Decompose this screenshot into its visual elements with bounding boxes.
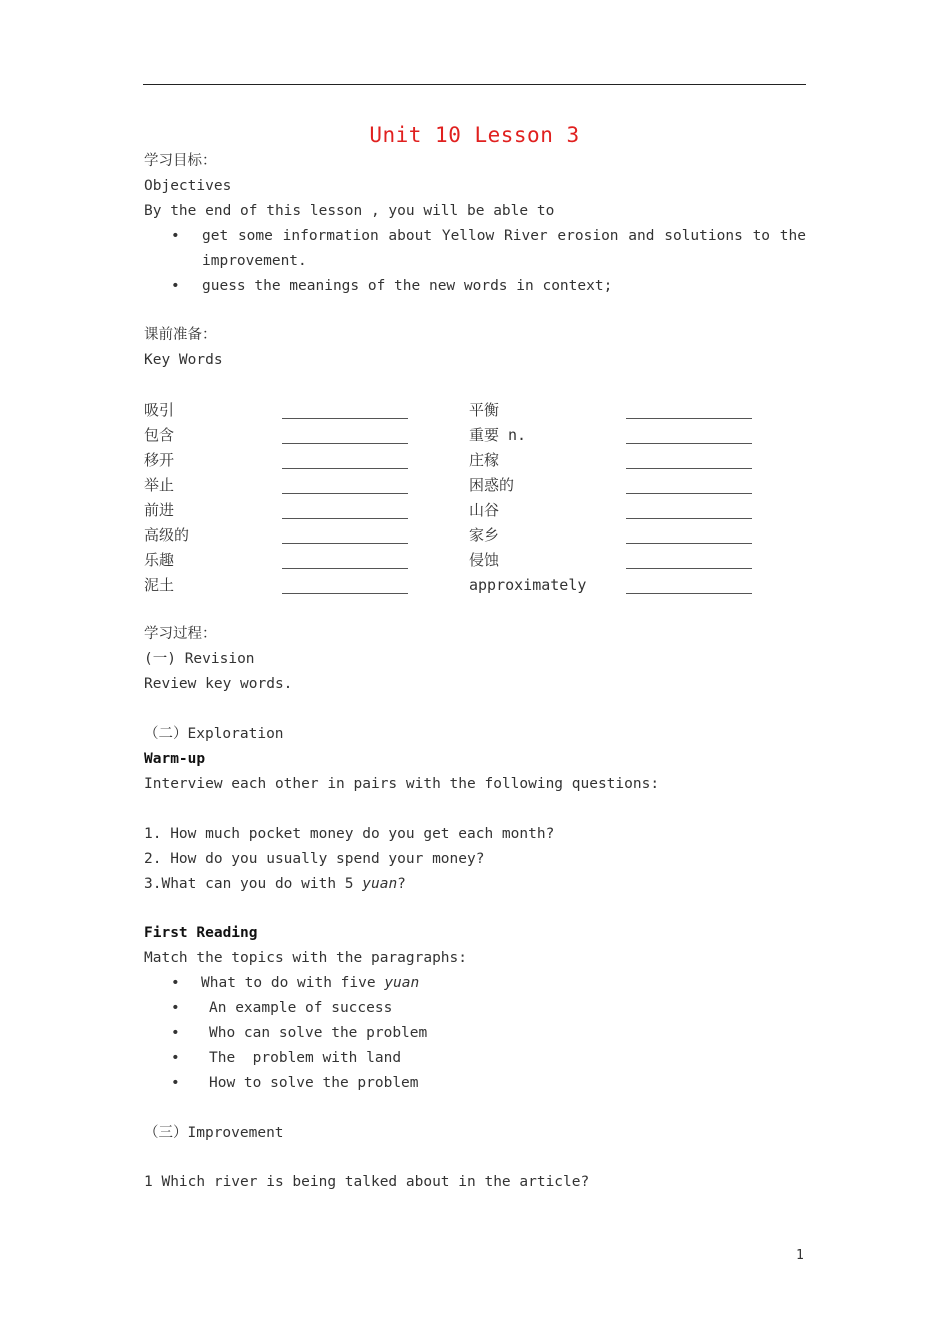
bullet-icon: •: [171, 1000, 180, 1016]
vocab-word-right: 侵蚀: [469, 551, 500, 569]
answer-blank[interactable]: [626, 493, 752, 494]
vocab-word-right: approximately: [469, 576, 587, 594]
topic-4: The problem with land: [209, 1050, 402, 1066]
vocab-word-left: 泥土: [144, 576, 175, 594]
vocab-word-left: 吸引: [144, 401, 175, 419]
objectives-heading-cn: 学习目标：: [144, 153, 217, 169]
topic-2: An example of success: [209, 1000, 393, 1016]
page-title: Unit 10 Lesson 3: [369, 123, 580, 147]
improvement-label: （三）Improvement: [144, 1125, 284, 1141]
answer-blank[interactable]: [626, 468, 752, 469]
answer-blank[interactable]: [626, 418, 752, 419]
vocab-word-left: 举止: [144, 476, 175, 494]
topic-5: How to solve the problem: [209, 1075, 419, 1091]
objectives-heading-en: Objectives: [144, 178, 232, 194]
vocab-word-left: 前进: [144, 501, 175, 519]
revision-label: (一) Revision: [144, 651, 255, 667]
objectives-intro: By the end of this lesson , you will be able to: [144, 203, 555, 219]
answer-blank[interactable]: [282, 493, 408, 494]
vocab-word-right: 庄稼: [469, 451, 500, 469]
warmup-intro: Interview each other in pairs with the following questions:: [144, 776, 660, 792]
vocab-word-right: 困惑的: [469, 476, 515, 494]
answer-blank[interactable]: [626, 443, 752, 444]
first-reading-intro: Match the topics with the paragraphs:: [144, 950, 468, 966]
question-1: 1. How much pocket money do you get each month?: [144, 826, 555, 842]
preparation-heading: 课前准备：: [144, 327, 217, 343]
answer-blank[interactable]: [282, 418, 408, 419]
answer-blank[interactable]: [282, 468, 408, 469]
vocab-word-right: 平衡: [469, 401, 500, 419]
question-2: 2. How do you usually spend your money?: [144, 851, 485, 867]
bullet-icon: •: [171, 975, 180, 991]
page-number: 1: [796, 1248, 804, 1263]
answer-blank[interactable]: [626, 543, 752, 544]
objective-1: get some information about Yellow River erosion and solutions to the: [202, 228, 806, 244]
answer-blank[interactable]: [282, 568, 408, 569]
answer-blank[interactable]: [626, 568, 752, 569]
topic-3: Who can solve the problem: [209, 1025, 428, 1041]
answer-blank[interactable]: [282, 518, 408, 519]
answer-blank[interactable]: [282, 443, 408, 444]
vocab-word-left: 高级的: [144, 526, 190, 544]
vocab-word-right: 重要 n.: [469, 426, 527, 444]
objective-1-cont: improvement.: [202, 253, 307, 269]
warmup-label: Warm-up: [144, 751, 206, 767]
vocab-word-left: 包含: [144, 426, 175, 444]
improvement-question-1: 1 Which river is being talked about in the article?: [144, 1174, 590, 1190]
header-rule: [143, 84, 806, 85]
answer-blank[interactable]: [626, 518, 752, 519]
vocab-word-left: 乐趣: [144, 551, 175, 569]
bullet-icon: •: [171, 1025, 180, 1041]
exploration-label: （二）Exploration: [144, 726, 284, 742]
vocab-word-right: 山谷: [469, 501, 500, 519]
first-reading-label: First Reading: [144, 925, 258, 941]
answer-blank[interactable]: [626, 593, 752, 594]
bullet-icon: •: [171, 1050, 180, 1066]
vocab-word-left: 移开: [144, 451, 175, 469]
topic-1: What to do with five yuan: [201, 975, 420, 991]
answer-blank[interactable]: [282, 593, 408, 594]
revision-text: Review key words.: [144, 676, 293, 692]
bullet-icon: •: [171, 228, 180, 244]
key-words-label: Key Words: [144, 352, 223, 368]
bullet-icon: •: [171, 1075, 180, 1091]
answer-blank[interactable]: [282, 543, 408, 544]
bullet-icon: •: [171, 278, 180, 294]
vocab-word-right: 家乡: [469, 526, 500, 544]
objective-2: guess the meanings of the new words in context;: [202, 278, 613, 294]
question-3: 3.What can you do with 5 yuan?: [144, 876, 406, 892]
process-heading: 学习过程：: [144, 626, 217, 642]
